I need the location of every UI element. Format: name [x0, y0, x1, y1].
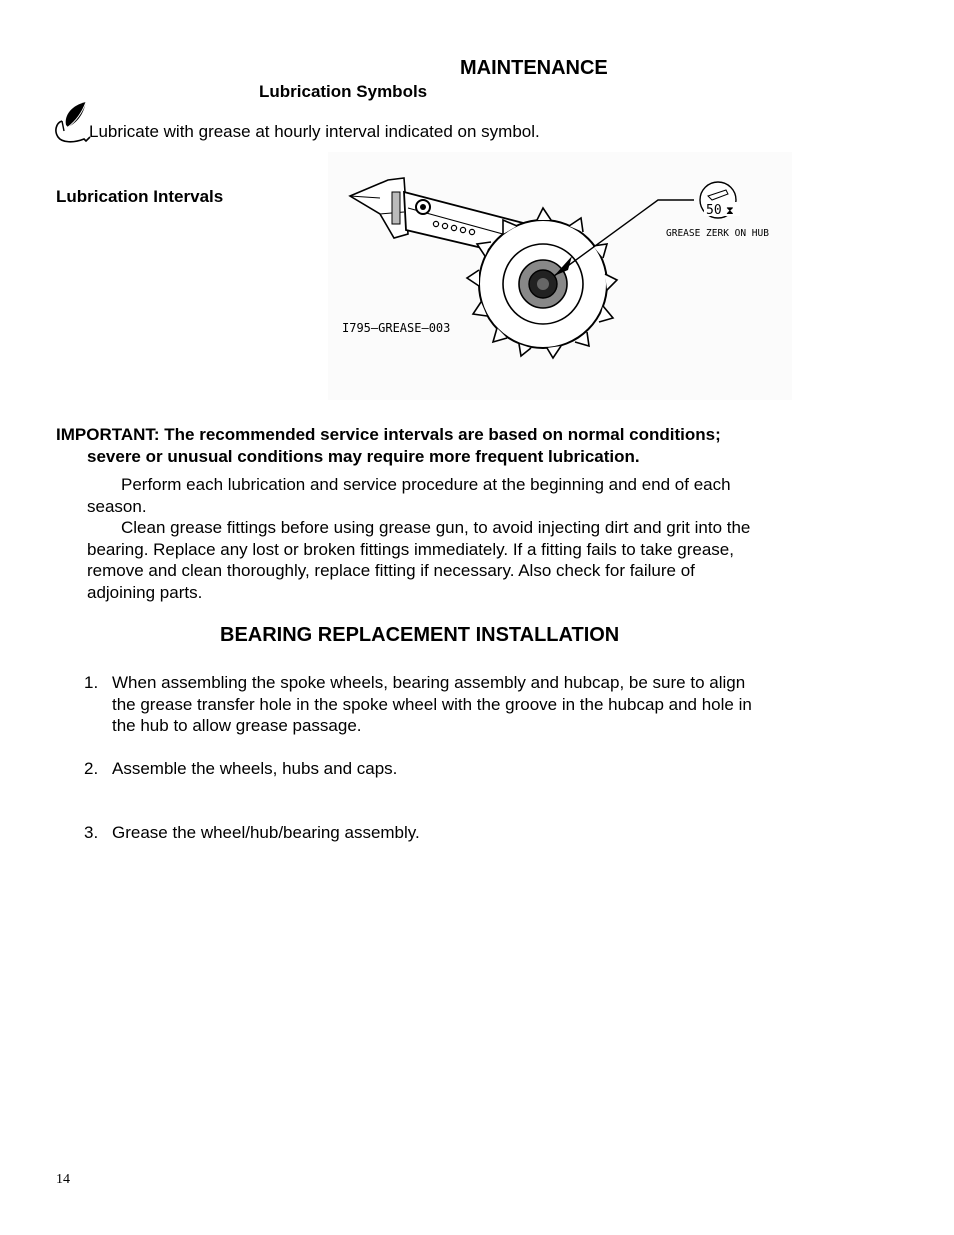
important-line-1: IMPORTANT: The recommended service intervals are based on normal conditions; [56, 425, 721, 444]
lubricate-description: Lubricate with grease at hourly interval indicated on symbol. [89, 122, 540, 141]
section-heading: BEARING REPLACEMENT INSTALLATION [220, 624, 620, 646]
service-line-2: season. [87, 496, 147, 516]
service-paragraph [87, 474, 827, 517]
grease-diagram [328, 152, 792, 400]
fittings-line-2: bearing. Replace any lost or broken fittings immediately. If a fitting fails to take grease, [87, 539, 734, 559]
step-number: 2. [84, 759, 99, 778]
step-number: 1. [84, 673, 99, 692]
callout-label: GREASE ZERK ON HUB [666, 228, 769, 239]
drawing-id: I795—GREASE—003 [342, 321, 451, 335]
step-line: When assembling the spoke wheels, bearing assembly and hubcap, be sure to align [112, 673, 746, 692]
fittings-line-1: Clean grease fittings before using grease gun, to avoid injecting dirt and grit into the [121, 518, 751, 537]
step-item [84, 822, 824, 844]
intervals-label: Lubrication Intervals [56, 187, 224, 206]
page-title: MAINTENANCE [460, 57, 608, 79]
step-line: Grease the wheel/hub/bearing assembly. [112, 823, 420, 842]
section-subtitle: Lubrication Symbols [259, 82, 428, 101]
important-note [56, 424, 836, 468]
step-number: 3. [84, 823, 99, 842]
step-line: the grease transfer hole in the spoke wheel with the groove in the hubcap and hole in [112, 694, 752, 714]
page-number: 14 [56, 1172, 70, 1187]
step-line: Assemble the wheels, hubs and caps. [112, 759, 398, 778]
grease-gun-icon [54, 101, 92, 143]
symbol-hours: 50 [706, 203, 722, 218]
step-line: the hub to allow grease passage. [112, 716, 362, 735]
step-item [84, 758, 824, 780]
hourglass-icon: ⧗ [726, 204, 734, 217]
fittings-line-3: remove and clean thoroughly, replace fitting if necessary. Also check for failure of [87, 561, 695, 580]
fittings-line-4: adjoining parts. [87, 582, 203, 602]
fittings-paragraph [87, 517, 827, 603]
step-item [84, 672, 824, 737]
important-line-2: severe or unusual conditions may require more frequent lubrication. [87, 447, 640, 466]
service-line-1: Perform each lubrication and service procedure at the beginning and end of each [121, 475, 731, 494]
